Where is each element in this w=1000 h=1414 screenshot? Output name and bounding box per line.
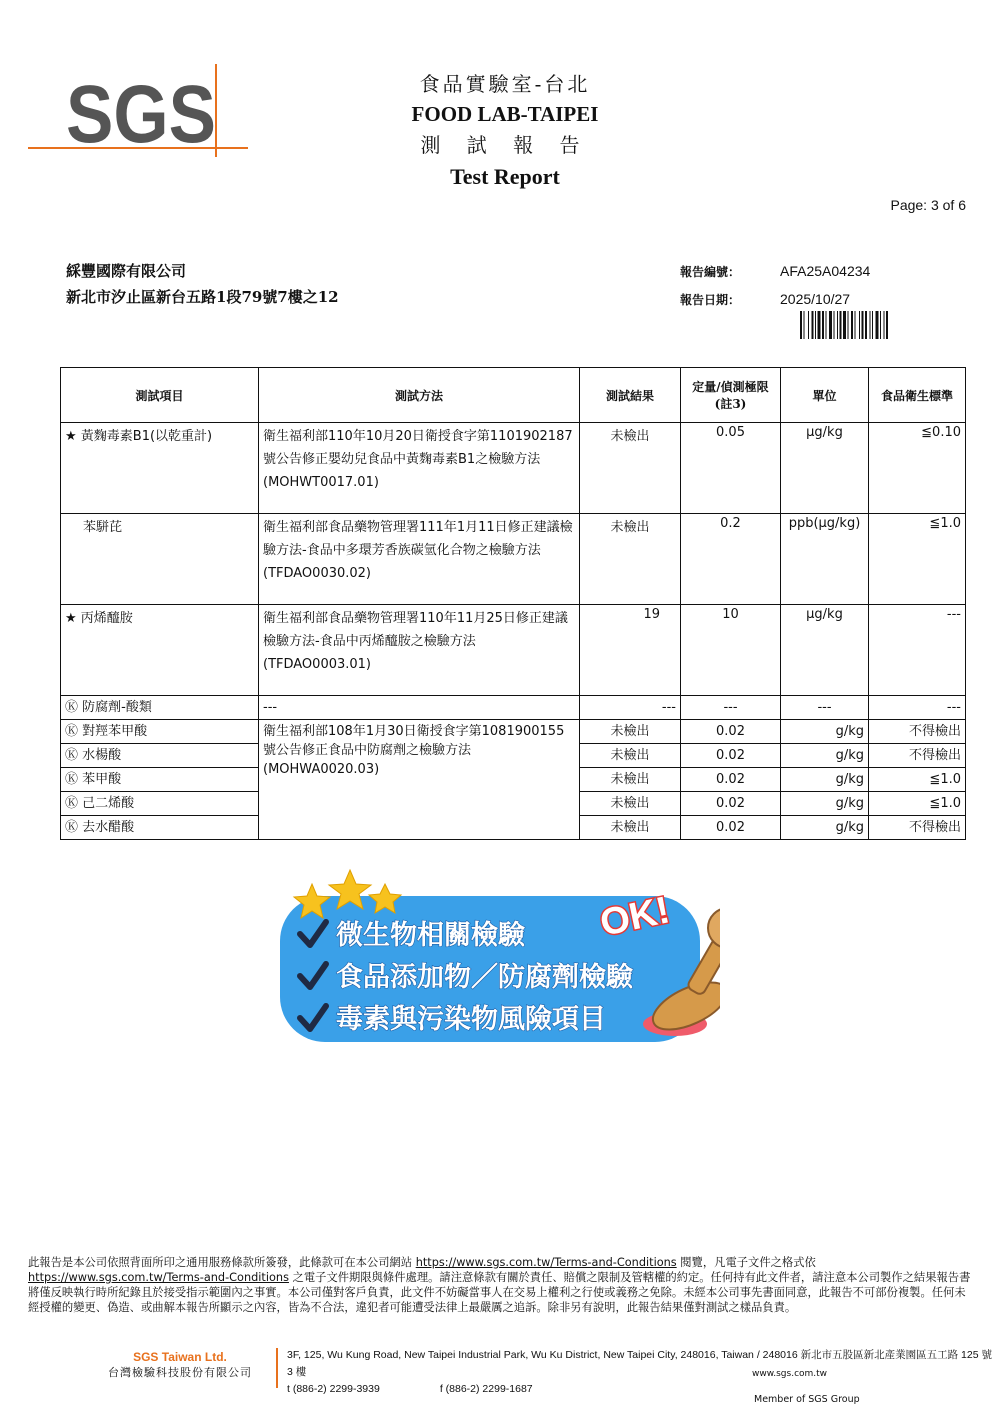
footer-company: [95, 1350, 265, 1380]
cell-item: 苯駢芘: [61, 514, 259, 605]
barcode-bar: [886, 311, 888, 339]
report-no-value: AFA25A04234: [780, 263, 871, 279]
barcode-bar: [876, 311, 879, 339]
cell-unit: g/kg: [781, 768, 869, 792]
col-header-unit: 單位: [781, 368, 869, 423]
cell-limit: 0.02: [681, 792, 781, 816]
cell-standard: ≦0.10: [869, 423, 966, 514]
table-row: [61, 423, 966, 514]
report-title-zh: 測 試 報 告: [420, 133, 590, 157]
cell-standard: 不得檢出: [869, 744, 966, 768]
table-row: [61, 605, 966, 696]
report-meta: [680, 258, 870, 314]
barcode-bar: [880, 311, 881, 339]
barcode-bar: [862, 311, 864, 339]
sgs-logo: [28, 62, 248, 157]
cell-unit: ppb(μg/kg): [781, 514, 869, 605]
table-row: [61, 696, 966, 720]
cell-item: ★ 丙烯醯胺: [61, 605, 259, 696]
cell-unit: g/kg: [781, 720, 869, 744]
cell-standard: ---: [869, 696, 966, 720]
sgs-logo-text: SGS: [66, 69, 216, 157]
report-date-value: 2025/10/27: [780, 291, 851, 307]
barcode-bar: [822, 311, 824, 339]
table-header-row: [61, 368, 966, 423]
company-name-zh: 台灣檢驗科技股份有限公司: [108, 1366, 252, 1379]
cell-limit: 0.2: [681, 514, 781, 605]
cell-method: 衛生福利部108年1月30日衛授食字第1081900155號公告修正食品中防腐劑之檢驗方法(MOHWA0020.03): [259, 720, 580, 840]
table-row: [61, 720, 966, 744]
col-header-result: 測試結果: [580, 368, 681, 423]
report-title-en: Test Report: [450, 164, 560, 189]
cell-limit: 0.02: [681, 768, 781, 792]
cell-unit: g/kg: [781, 744, 869, 768]
cell-result: 未檢出: [580, 423, 681, 514]
col-header-limit: 定量/偵測極限(註3): [681, 368, 781, 423]
page-number: Page: 3 of 6: [890, 197, 966, 213]
company-address: 3F, 125, Wu Kung Road, New Taipei Industrial Park, Wu Ku District, New Taipei City, 248016, Taiwan / 248016 新北市五股區新北產業園區五工路 125 號 3 樓: [287, 1349, 992, 1378]
barcode-bar: [829, 311, 832, 339]
barcode-bar: [826, 311, 827, 339]
barcode-bar: [834, 311, 835, 339]
cell-method: ---: [259, 696, 580, 720]
footer-address: [287, 1347, 1000, 1398]
barcode-bar: [800, 311, 802, 339]
barcode-bar: [815, 311, 816, 339]
cell-standard: 不得檢出: [869, 720, 966, 744]
cell-item: Ⓚ 對羥苯甲酸: [61, 720, 259, 744]
report-no-label: 報告編號：: [680, 265, 741, 279]
cell-standard: ≦1.0: [869, 792, 966, 816]
barcode-bar: [848, 311, 849, 339]
cell-limit: 0.02: [681, 720, 781, 744]
cell-unit: ---: [781, 696, 869, 720]
terms-link[interactable]: https://www.sgs.com.tw/Terms-and-Conditions: [28, 1271, 289, 1284]
banner-line-2: 食品添加物／防腐劑檢驗: [336, 962, 633, 993]
barcode-bar: [870, 311, 871, 339]
cell-limit: 10: [681, 605, 781, 696]
barcode-bar: [818, 311, 821, 339]
cell-standard: ≦1.0: [869, 768, 966, 792]
member-of-group: Member of SGS Group: [754, 1394, 860, 1405]
cell-item: Ⓚ 己二烯酸: [61, 792, 259, 816]
barcode: [800, 311, 940, 339]
cell-result: 未檢出: [580, 744, 681, 768]
terms-link[interactable]: https://www.sgs.com.tw/Terms-and-Conditions: [415, 1256, 677, 1269]
ok-stamp-text: OK!: [596, 889, 674, 945]
client-block: [66, 258, 339, 310]
barcode-bar: [812, 311, 814, 339]
barcode-bar: [872, 311, 873, 339]
client-name: 綵豐國際有限公司: [66, 262, 187, 280]
report-date-label: 報告日期：: [680, 293, 741, 307]
cell-limit: 0.05: [681, 423, 781, 514]
client-address: 新北市汐止區新台五路1段79號7樓之12: [66, 288, 339, 306]
barcode-bar: [843, 311, 846, 339]
barcode-bar: [859, 311, 860, 339]
cell-unit: g/kg: [781, 792, 869, 816]
cell-method: 衛生福利部食品藥物管理署110年11月25日修正建議檢驗方法-食品中丙烯醯胺之檢驗方法(TFDAO0003.01): [259, 605, 580, 696]
lab-title-block: [400, 70, 610, 194]
company-fax: f (886-2) 2299-1687: [439, 1383, 533, 1395]
cell-item: ★ 黃麴毒素B1(以乾重計): [61, 423, 259, 514]
company-website[interactable]: www.sgs.com.tw: [752, 1369, 828, 1379]
legal-disclaimer: 此報告是本公司依照背面所印之通用服務條款所簽發，此條款可在本公司網站 https://www.sgs.com.tw/Terms-and-Conditions 閱覽，凡電子文件之格式依https://www.sgs.com.tw/Terms-and-Conditions 之電子文件期限與條件處理。請注意條款有關於責任、賠償之限制及管轄權的約定。任何持有此文件者，請注意本公司製作之結果報告書將僅反映執行時所紀錄且於接受指示範圍內之事實。本公司僅對客戶負責，此文件不妨礙當事人在交易上權利之行使或義務之免除。未經本公司事先書面同意，此報告不可部份複製。任何未經授權的變更、偽造、或曲解本報告所顯示之內容，皆為不合法，違犯者可能遭受法律上最嚴厲之追訴。除非另有說明，此報告結果僅對測試之樣品負責。: [28, 1256, 971, 1314]
cell-standard: ≦1.0: [869, 514, 966, 605]
cell-result: 19: [580, 605, 681, 696]
lab-name-zh: 食品實驗室-台北: [419, 72, 591, 96]
company-tel: t (886-2) 2299-3939: [287, 1383, 380, 1395]
company-name-en: SGS Taiwan Ltd.: [133, 1350, 227, 1364]
barcode-bar: [865, 311, 867, 339]
banner-line-1: 微生物相關檢驗: [336, 920, 525, 951]
cell-result: 未檢出: [580, 792, 681, 816]
cell-item: Ⓚ 苯甲酸: [61, 768, 259, 792]
barcode-bar: [840, 311, 842, 339]
col-header-item: 測試項目: [61, 368, 259, 423]
cell-unit: g/kg: [781, 816, 869, 840]
barcode-bar: [851, 311, 853, 339]
promo-banner: [270, 866, 720, 1056]
cell-standard: ---: [869, 605, 966, 696]
results-table: [60, 367, 966, 840]
cell-item: Ⓚ 水楊酸: [61, 744, 259, 768]
col-header-standard: 食品衛生標準: [869, 368, 966, 423]
barcode-bar: [804, 311, 805, 339]
cell-result: 未檢出: [580, 816, 681, 840]
cell-unit: μg/kg: [781, 423, 869, 514]
cell-method: 衛生福利部食品藥物管理署111年1月11日修正建議檢驗方法-食品中多環芳香族碳氫化合物之檢驗方法(TFDAO0030.02): [259, 514, 580, 605]
cell-limit: 0.02: [681, 816, 781, 840]
cell-limit: ---: [681, 696, 781, 720]
cell-unit: μg/kg: [781, 605, 869, 696]
cell-result: 未檢出: [580, 514, 681, 605]
cell-result: 未檢出: [580, 768, 681, 792]
cell-result: ---: [580, 696, 681, 720]
col-header-method: 測試方法: [259, 368, 580, 423]
barcode-bar: [884, 311, 885, 339]
cell-method: 衛生福利部110年10月20日衛授食字第1101902187 號公告修正嬰幼兒食品中黃麴毒素B1之檢驗方法(MOHWT0017.01): [259, 423, 580, 514]
footer-divider: [276, 1348, 278, 1388]
barcode-bar: [855, 311, 856, 339]
cell-result: 未檢出: [580, 720, 681, 744]
cell-item: Ⓚ 防腐劑-酸類: [61, 696, 259, 720]
banner-line-3: 毒素與污染物風險項目: [336, 1004, 606, 1035]
table-row: [61, 514, 966, 605]
cell-limit: 0.02: [681, 744, 781, 768]
cell-standard: 不得檢出: [869, 816, 966, 840]
lab-name-en: FOOD LAB-TAIPEI: [411, 102, 599, 126]
barcode-bar: [837, 311, 838, 339]
barcode-bar: [808, 311, 809, 339]
cell-item: Ⓚ 去水醋酸: [61, 816, 259, 840]
